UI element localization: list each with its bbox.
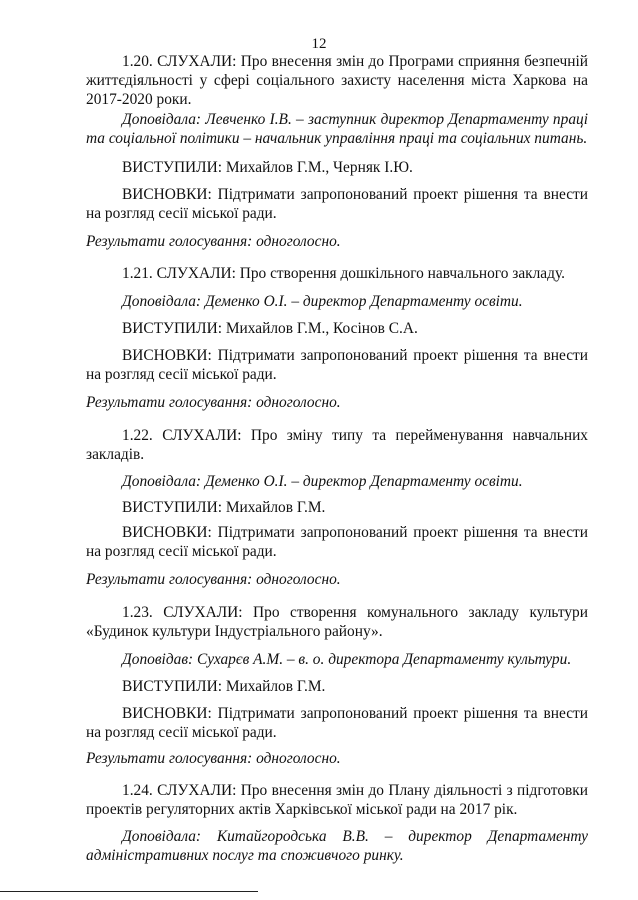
vote-result: Результати голосування: одноголосно. <box>86 571 341 588</box>
page-number: 12 <box>311 36 327 52</box>
conclusions-paragraph: ВИСНОВКИ: Підтримати запропонований проект рішення та внести на розгляд сесії міської ради. <box>86 705 588 741</box>
spoke-paragraph: ВИСТУПИЛИ: Михайлов Г.М. <box>122 678 326 695</box>
heard-paragraph: 1.21. СЛУХАЛИ: Про створення дошкільного навчального закладу. <box>122 265 565 282</box>
conclusions-paragraph: ВИСНОВКИ: Підтримати запропонований проект рішення та внести на розгляд сесії міської ради. <box>86 186 588 222</box>
footer-divider <box>0 891 258 892</box>
heard-paragraph: 1.23. СЛУХАЛИ: Про створення комунального закладу культури «Будинок культури Індустріального району». <box>86 604 588 640</box>
reporter-paragraph: Доповідала: Деменко О.І. – директор Департаменту освіти. <box>122 473 523 490</box>
conclusions-paragraph: ВИСНОВКИ: Підтримати запропонований проект рішення та внести на розгляд сесії міської ради. <box>86 524 588 560</box>
vote-result: Результати голосування: одноголосно. <box>86 233 341 250</box>
heard-paragraph: 1.20. СЛУХАЛИ: Про внесення змін до Програми сприяння безпечній життєдіяльності у сфері соціального захисту населення міста Харкова на 2017-2020 роки. <box>86 53 588 108</box>
reporter-paragraph: Доповідав: Сухарєв А.М. – в. о. директора Департаменту культури. <box>122 651 572 668</box>
spoke-paragraph: ВИСТУПИЛИ: Михайлов Г.М., Черняк І.Ю. <box>122 159 413 176</box>
spoke-paragraph: ВИСТУПИЛИ: Михайлов Г.М., Косінов С.А. <box>122 320 418 337</box>
reporter-paragraph: Доповідала: Левченко І.В. – заступник директор Департаменту праці та соціальної політики – начальник управління праці та соціальних питань. <box>86 111 588 147</box>
heard-paragraph: 1.22. СЛУХАЛИ: Про зміну типу та перейменування навчальних закладів. <box>86 427 588 463</box>
heard-paragraph: 1.24. СЛУХАЛИ: Про внесення змін до Плану діяльності з підготовки проектів регуляторних актів Харківської міської ради на 2017 рік. <box>86 782 588 818</box>
spoke-paragraph: ВИСТУПИЛИ: Михайлов Г.М. <box>122 499 326 516</box>
reporter-paragraph: Доповідала: Китайгородська В.В. – директор Департаменту адміністративних послуг та споживчого ринку. <box>86 828 588 864</box>
reporter-paragraph: Доповідала: Деменко О.І. – директор Департаменту освіти. <box>122 293 523 310</box>
vote-result: Результати голосування: одноголосно. <box>86 750 341 767</box>
conclusions-paragraph: ВИСНОВКИ: Підтримати запропонований проект рішення та внести на розгляд сесії міської ради. <box>86 347 588 383</box>
vote-result: Результати голосування: одноголосно. <box>86 394 341 411</box>
